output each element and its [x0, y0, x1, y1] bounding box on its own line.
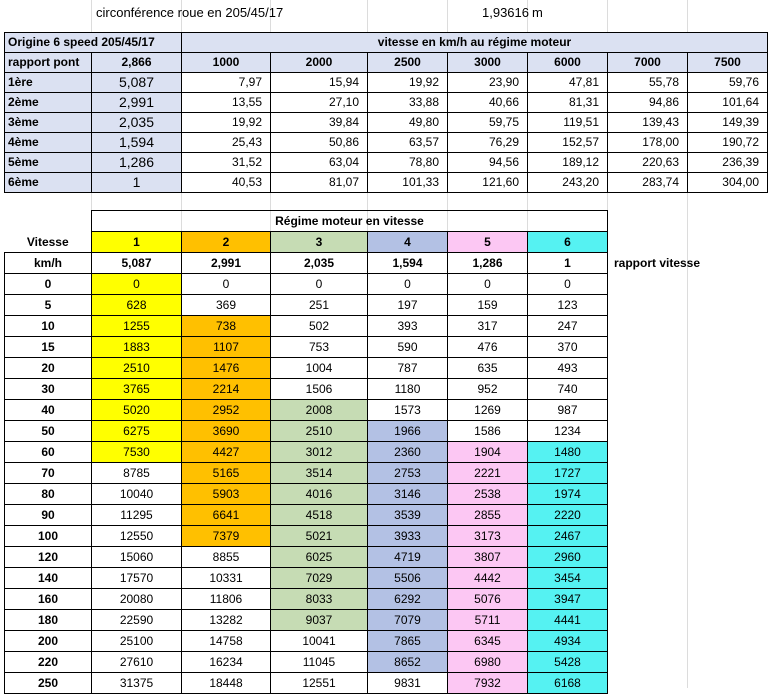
gear-number-header[interactable]: 2 [182, 232, 271, 253]
gear-ratio-header[interactable]: 1 [528, 253, 608, 274]
rpm-cell[interactable]: 2960 [528, 547, 608, 568]
empty-cell [608, 589, 708, 610]
speed-row [5, 316, 708, 337]
gear-number-header[interactable]: 4 [368, 232, 448, 253]
rpm-cell[interactable]: 1180 [368, 379, 448, 400]
rpm-cell[interactable]: 3933 [368, 526, 448, 547]
gear-ratio-header[interactable]: 2,991 [182, 253, 271, 274]
rpm-cell[interactable]: 753 [271, 337, 368, 358]
rpm-cell[interactable]: 16234 [182, 652, 271, 673]
speed-row [5, 631, 708, 652]
rpm-cell[interactable]: 1586 [448, 421, 528, 442]
rpm-cell[interactable]: 502 [271, 316, 368, 337]
speed-row [5, 274, 708, 295]
gear-row [5, 73, 768, 93]
speed-cell[interactable]: 152,57 [528, 133, 608, 153]
rpm-cell[interactable]: 369 [182, 295, 271, 316]
rpm-cell[interactable]: 1573 [368, 400, 448, 421]
rpm-cell[interactable]: 3514 [271, 463, 368, 484]
rpm-cell[interactable]: 476 [448, 337, 528, 358]
rpm-cell[interactable]: 3539 [368, 505, 448, 526]
rpm-cell[interactable]: 1480 [528, 442, 608, 463]
speed-cell[interactable]: 283,74 [608, 173, 688, 193]
gear-ratio[interactable]: 1,594 [92, 133, 182, 153]
rpm-cell[interactable]: 2008 [271, 400, 368, 421]
rpm-cell[interactable]: 10331 [182, 568, 271, 589]
rpm-cell[interactable]: 4016 [271, 484, 368, 505]
speed-value[interactable]: 60 [5, 442, 92, 463]
speed-cell[interactable]: 63,57 [368, 133, 448, 153]
gear-number-header[interactable]: 3 [271, 232, 368, 253]
speed-cell[interactable]: 94,56 [448, 153, 528, 173]
rpm-cell[interactable]: 9831 [368, 673, 448, 694]
rpm-cell[interactable]: 5020 [92, 400, 182, 421]
speed-row [5, 400, 708, 421]
speed-cell[interactable]: 189,12 [528, 153, 608, 173]
rpm-cell[interactable]: 4441 [528, 610, 608, 631]
speed-value[interactable]: 15 [5, 337, 92, 358]
rpm-cell[interactable]: 2214 [182, 379, 271, 400]
rpm-cell[interactable]: 987 [528, 400, 608, 421]
rpm-cell[interactable]: 1727 [528, 463, 608, 484]
rpm-cell[interactable]: 493 [528, 358, 608, 379]
rpm-cell[interactable]: 5506 [368, 568, 448, 589]
gear-ratio-header[interactable]: 5,087 [92, 253, 182, 274]
wheel-circumference-value[interactable]: 1,93616 [482, 5, 529, 20]
gear-name[interactable]: 1ère [5, 73, 92, 93]
speed-value[interactable]: 70 [5, 463, 92, 484]
header-row [0, 0, 770, 28]
speed-row [5, 526, 708, 547]
gear-table-corner-label[interactable]: Origine 6 speed 205/45/17 [5, 33, 182, 53]
rpm-cell[interactable]: 2221 [448, 463, 528, 484]
rpm-cell[interactable]: 11045 [271, 652, 368, 673]
gear-row [5, 173, 768, 193]
rpm-cell[interactable]: 0 [92, 274, 182, 295]
gear-row [5, 93, 768, 113]
speed-value[interactable]: 0 [5, 274, 92, 295]
gear-number-header[interactable]: 1 [92, 232, 182, 253]
speed-value[interactable]: 90 [5, 505, 92, 526]
speed-cell[interactable]: 119,51 [528, 113, 608, 133]
gear-name[interactable]: 4ème [5, 133, 92, 153]
rpm-cell[interactable]: 3146 [368, 484, 448, 505]
rpm-column-header[interactable]: 7500 [688, 53, 768, 73]
rpm-cell[interactable]: 3012 [271, 442, 368, 463]
speed-value[interactable]: 220 [5, 652, 92, 673]
rpm-cell[interactable]: 4518 [271, 505, 368, 526]
rpm-cell[interactable]: 159 [448, 295, 528, 316]
rpm-cell[interactable]: 2510 [271, 421, 368, 442]
rpm-cell[interactable]: 7379 [182, 526, 271, 547]
speed-value[interactable]: 10 [5, 316, 92, 337]
rpm-cell[interactable]: 1974 [528, 484, 608, 505]
rpm-cell[interactable]: 1904 [448, 442, 528, 463]
speed-cell[interactable]: 39,84 [271, 113, 368, 133]
speed-row [5, 652, 708, 673]
rpm-cell[interactable]: 6275 [92, 421, 182, 442]
rpm-cell[interactable]: 10040 [92, 484, 182, 505]
rpm-cell[interactable]: 11295 [92, 505, 182, 526]
empty-cell [608, 673, 708, 694]
speed-value[interactable]: 100 [5, 526, 92, 547]
rpm-cell[interactable]: 17570 [92, 568, 182, 589]
rpm-cell[interactable]: 31375 [92, 673, 182, 694]
speed-value[interactable]: 250 [5, 673, 92, 694]
empty-cell [608, 295, 708, 316]
rpm-cell[interactable]: 2855 [448, 505, 528, 526]
rpm-cell[interactable]: 197 [368, 295, 448, 316]
speed-row [5, 442, 708, 463]
rpm-cell[interactable]: 2360 [368, 442, 448, 463]
rpm-cell[interactable]: 1255 [92, 316, 182, 337]
empty-cell [608, 484, 708, 505]
wheel-circumference-unit: m [532, 5, 543, 20]
speed-value[interactable]: 180 [5, 610, 92, 631]
empty-cell [608, 568, 708, 589]
rpm-column-header[interactable]: 3000 [448, 53, 528, 73]
speed-cell[interactable]: 50,86 [271, 133, 368, 153]
rpm-cell[interactable]: 5165 [182, 463, 271, 484]
rpm-cell[interactable]: 25100 [92, 631, 182, 652]
empty-cell [608, 358, 708, 379]
rpm-cell[interactable]: 317 [448, 316, 528, 337]
rpm-cell[interactable]: 5428 [528, 652, 608, 673]
rpm-cell[interactable]: 1004 [271, 358, 368, 379]
speed-cell[interactable]: 236,39 [688, 153, 768, 173]
gear-name[interactable]: 6ème [5, 173, 92, 193]
rpm-cell[interactable]: 0 [271, 274, 368, 295]
gear-row [5, 153, 768, 173]
rpm-cell[interactable]: 1269 [448, 400, 528, 421]
gear-number-header[interactable]: 5 [448, 232, 528, 253]
speed-cell[interactable]: 19,92 [368, 73, 448, 93]
rpm-cell[interactable]: 9037 [271, 610, 368, 631]
rpm-cell[interactable]: 0 [182, 274, 271, 295]
rpm-column-header[interactable]: 1000 [182, 53, 271, 73]
speed-row [5, 568, 708, 589]
rpm-column-header[interactable]: 6000 [528, 53, 608, 73]
rpm-by-speed-table [4, 210, 708, 694]
empty-cell [608, 505, 708, 526]
speed-cell[interactable]: 33,88 [368, 93, 448, 113]
rpm-cell[interactable]: 6980 [448, 652, 528, 673]
speed-unit-label[interactable]: km/h [5, 253, 92, 274]
rpm-cell[interactable]: 6025 [271, 547, 368, 568]
rpm-cell[interactable]: 590 [368, 337, 448, 358]
gear-name[interactable]: 5ème [5, 153, 92, 173]
rpm-cell[interactable]: 6345 [448, 631, 528, 652]
rpm-cell[interactable]: 1506 [271, 379, 368, 400]
gear-ratio-header[interactable]: 1,594 [368, 253, 448, 274]
empty-cell [608, 547, 708, 568]
rpm-cell[interactable]: 7865 [368, 631, 448, 652]
rpm-cell[interactable]: 15060 [92, 547, 182, 568]
rpm-cell[interactable]: 18448 [182, 673, 271, 694]
rpm-cell[interactable]: 6641 [182, 505, 271, 526]
rpm-cell[interactable]: 1234 [528, 421, 608, 442]
rpm-column-header[interactable]: 7000 [608, 53, 688, 73]
rpm-table-title[interactable]: Régime moteur en vitesse [92, 211, 608, 232]
empty-cell [608, 610, 708, 631]
gear-number-header[interactable]: 6 [528, 232, 608, 253]
rpm-cell[interactable]: 4934 [528, 631, 608, 652]
speed-row [5, 358, 708, 379]
rpm-cell[interactable]: 2538 [448, 484, 528, 505]
rpm-column-header[interactable]: 2500 [368, 53, 448, 73]
rpm-cell[interactable]: 0 [528, 274, 608, 295]
speed-row [5, 673, 708, 694]
speed-cell[interactable]: 139,43 [608, 113, 688, 133]
rpm-cell[interactable]: 2510 [92, 358, 182, 379]
speed-row [5, 505, 708, 526]
rpm-cell[interactable]: 738 [182, 316, 271, 337]
rpm-cell[interactable]: 2220 [528, 505, 608, 526]
rpm-cell[interactable]: 1107 [182, 337, 271, 358]
final-drive-value[interactable]: 2,866 [92, 53, 182, 73]
gear-table-title[interactable]: vitesse en km/h au régime moteur [182, 33, 768, 53]
speed-row [5, 547, 708, 568]
rpm-cell[interactable]: 8033 [271, 589, 368, 610]
rpm-cell[interactable]: 2952 [182, 400, 271, 421]
speed-column-label[interactable]: Vitesse [26, 234, 69, 249]
gear-row [5, 133, 768, 153]
speed-cell[interactable]: 304,00 [688, 173, 768, 193]
rpm-cell[interactable]: 13282 [182, 610, 271, 631]
speed-cell[interactable]: 81,31 [528, 93, 608, 113]
rpm-cell[interactable]: 8785 [92, 463, 182, 484]
speed-row [5, 421, 708, 442]
speed-cell[interactable]: 190,72 [688, 133, 768, 153]
speed-cell[interactable]: 40,66 [448, 93, 528, 113]
speed-cell[interactable]: 121,60 [448, 173, 528, 193]
rpm-cell[interactable]: 635 [448, 358, 528, 379]
speed-cell[interactable]: 81,07 [271, 173, 368, 193]
rpm-cell[interactable]: 4442 [448, 568, 528, 589]
gear-speed-table [4, 32, 768, 193]
rpm-cell[interactable]: 123 [528, 295, 608, 316]
wheel-circumference-title: circonférence roue en 205/45/17 [96, 5, 284, 20]
speed-row [5, 295, 708, 316]
rpm-cell[interactable]: 27610 [92, 652, 182, 673]
rpm-cell[interactable]: 8652 [368, 652, 448, 673]
empty-cell [608, 274, 708, 295]
rpm-cell[interactable]: 0 [448, 274, 528, 295]
rpm-cell[interactable]: 1883 [92, 337, 182, 358]
speed-value[interactable]: 200 [5, 631, 92, 652]
rpm-cell[interactable]: 3947 [528, 589, 608, 610]
speed-cell[interactable]: 178,00 [608, 133, 688, 153]
gear-ratio[interactable]: 2,035 [92, 113, 182, 133]
gear-name[interactable]: 2ème [5, 93, 92, 113]
speed-row [5, 463, 708, 484]
rpm-cell[interactable]: 12550 [92, 526, 182, 547]
gear-ratio-header[interactable]: 1,286 [448, 253, 528, 274]
rpm-cell[interactable]: 3807 [448, 547, 528, 568]
empty-cell [608, 421, 708, 442]
rpm-cell[interactable]: 3690 [182, 421, 271, 442]
rpm-cell[interactable]: 787 [368, 358, 448, 379]
speed-cell[interactable]: 40,53 [182, 173, 271, 193]
empty-cell [608, 442, 708, 463]
speed-value[interactable]: 80 [5, 484, 92, 505]
rpm-cell[interactable]: 5903 [182, 484, 271, 505]
speed-cell[interactable]: 13,55 [182, 93, 271, 113]
speed-value[interactable]: 120 [5, 547, 92, 568]
speed-value[interactable]: 30 [5, 379, 92, 400]
rpm-cell[interactable]: 0 [368, 274, 448, 295]
empty-cell [608, 526, 708, 547]
speed-cell[interactable]: 59,76 [688, 73, 768, 93]
rpm-cell[interactable]: 3173 [448, 526, 528, 547]
speed-value[interactable]: 50 [5, 421, 92, 442]
speed-value[interactable]: 160 [5, 589, 92, 610]
speed-row [5, 337, 708, 358]
empty-cell [608, 631, 708, 652]
speed-cell[interactable]: 49,80 [368, 113, 448, 133]
speed-cell[interactable]: 31,52 [182, 153, 271, 173]
speed-cell[interactable]: 63,04 [271, 153, 368, 173]
speed-cell[interactable]: 220,63 [608, 153, 688, 173]
gear-ratio[interactable]: 1,286 [92, 153, 182, 173]
gear-ratio-header[interactable]: 2,035 [271, 253, 368, 274]
rpm-cell[interactable]: 370 [528, 337, 608, 358]
speed-cell[interactable]: 59,75 [448, 113, 528, 133]
rpm-cell[interactable]: 10041 [271, 631, 368, 652]
empty-cell [608, 337, 708, 358]
rpm-cell[interactable]: 22590 [92, 610, 182, 631]
speed-cell[interactable]: 101,33 [368, 173, 448, 193]
speed-row [5, 379, 708, 400]
final-drive-label[interactable]: rapport pont [5, 53, 92, 73]
empty-cell [608, 316, 708, 337]
speed-cell[interactable]: 19,92 [182, 113, 271, 133]
speed-cell[interactable]: 78,80 [368, 153, 448, 173]
gear-name[interactable]: 3ème [5, 113, 92, 133]
rpm-cell[interactable]: 393 [368, 316, 448, 337]
rpm-cell[interactable]: 4719 [368, 547, 448, 568]
rpm-cell[interactable]: 5711 [448, 610, 528, 631]
rpm-cell[interactable]: 7932 [448, 673, 528, 694]
rpm-cell[interactable]: 247 [528, 316, 608, 337]
rpm-cell[interactable]: 3454 [528, 568, 608, 589]
speed-row [5, 484, 708, 505]
empty-cell [608, 400, 708, 421]
gear-ratio[interactable]: 2,991 [92, 93, 182, 113]
speed-cell[interactable]: 23,90 [448, 73, 528, 93]
rpm-cell[interactable]: 3765 [92, 379, 182, 400]
rpm-cell[interactable]: 6292 [368, 589, 448, 610]
rpm-cell[interactable]: 11806 [182, 589, 271, 610]
rpm-cell[interactable]: 1966 [368, 421, 448, 442]
rpm-cell[interactable]: 14758 [182, 631, 271, 652]
speed-cell[interactable]: 15,94 [271, 73, 368, 93]
speed-value[interactable]: 5 [5, 295, 92, 316]
speed-cell[interactable]: 243,20 [528, 173, 608, 193]
rpm-cell[interactable]: 8855 [182, 547, 271, 568]
speed-row [5, 610, 708, 631]
rpm-cell[interactable]: 2467 [528, 526, 608, 547]
rpm-cell[interactable]: 20080 [92, 589, 182, 610]
speed-value[interactable]: 20 [5, 358, 92, 379]
empty-cell [608, 652, 708, 673]
speed-cell[interactable]: 25,43 [182, 133, 271, 153]
rpm-cell[interactable]: 5021 [271, 526, 368, 547]
rpm-cell[interactable]: 628 [92, 295, 182, 316]
speed-row [5, 589, 708, 610]
rpm-cell[interactable]: 7079 [368, 610, 448, 631]
rpm-cell[interactable]: 12551 [271, 673, 368, 694]
speed-cell[interactable]: 47,81 [528, 73, 608, 93]
rpm-column-header[interactable]: 2000 [271, 53, 368, 73]
rpm-cell[interactable]: 7530 [92, 442, 182, 463]
rpm-cell[interactable]: 740 [528, 379, 608, 400]
gear-ratio[interactable]: 5,087 [92, 73, 182, 93]
speed-cell[interactable]: 27,10 [271, 93, 368, 113]
gear-ratio[interactable]: 1 [92, 173, 182, 193]
rpm-cell[interactable]: 952 [448, 379, 528, 400]
speed-cell[interactable]: 7,97 [182, 73, 271, 93]
rpm-cell[interactable]: 5076 [448, 589, 528, 610]
speed-cell[interactable]: 149,39 [688, 113, 768, 133]
gear-row [5, 113, 768, 133]
empty-cell [608, 379, 708, 400]
rpm-cell[interactable]: 6168 [528, 673, 608, 694]
empty-cell [608, 463, 708, 484]
rpm-cell[interactable]: 7029 [271, 568, 368, 589]
speed-cell[interactable]: 101,64 [688, 93, 768, 113]
gear-table-header-row [5, 53, 768, 73]
gear-ratio-side-label[interactable]: rapport vitesse [614, 256, 701, 270]
rpm-cell[interactable]: 251 [271, 295, 368, 316]
rpm-cell[interactable]: 1476 [182, 358, 271, 379]
speed-cell[interactable]: 76,29 [448, 133, 528, 153]
speed-value[interactable]: 40 [5, 400, 92, 421]
rpm-cell[interactable]: 4427 [182, 442, 271, 463]
speed-cell[interactable]: 55,78 [608, 73, 688, 93]
speed-value[interactable]: 140 [5, 568, 92, 589]
rpm-cell[interactable]: 2753 [368, 463, 448, 484]
speed-cell[interactable]: 94,86 [608, 93, 688, 113]
